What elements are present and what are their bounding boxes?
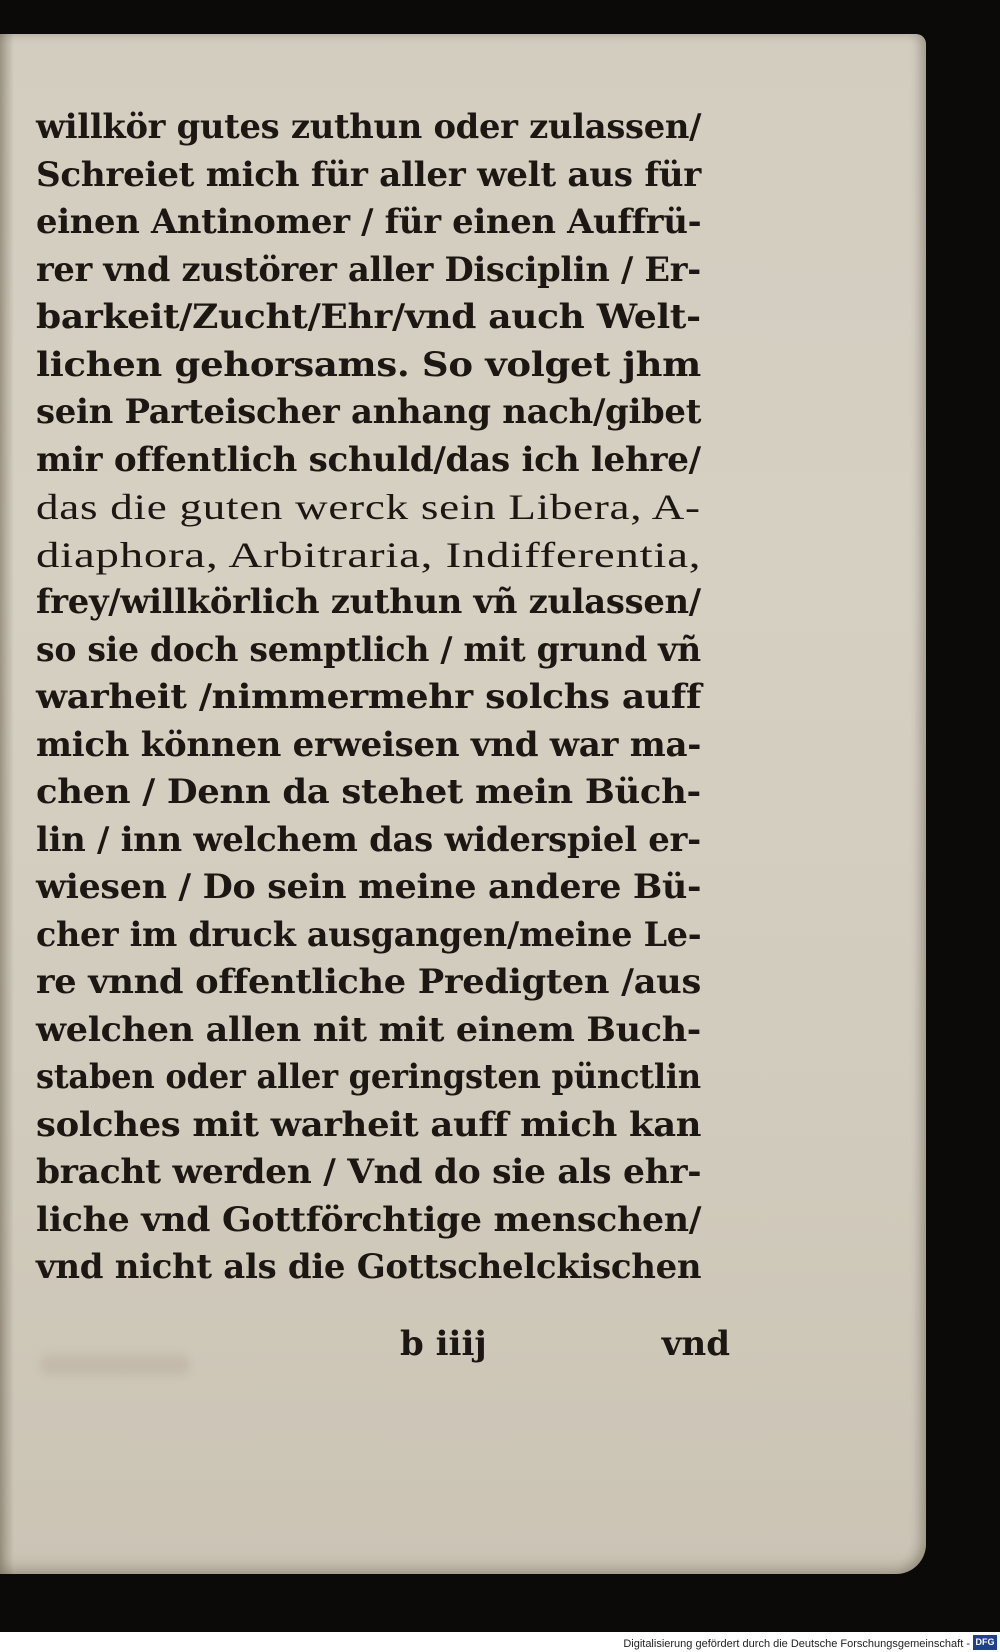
- text-line: welchen allen nit mit einem Buch-: [36, 1009, 702, 1050]
- book-page: [0, 34, 926, 1574]
- text-line: diaphora, Arbitraria, Indifferentia,: [36, 534, 702, 575]
- text-line: solches mit warheit auff mich kan: [36, 1104, 702, 1145]
- text-line: so sie doch semptlich / mit grund vñ: [36, 629, 701, 670]
- text-line: mir offentlich schuld/das ich lehre/: [36, 439, 701, 480]
- text-line: Schreiet mich für aller welt aus für: [36, 154, 701, 195]
- text-line: staben oder aller geringsten pünctlin: [36, 1057, 701, 1097]
- text-line: re vnnd offentliche Predigten /aus: [36, 962, 701, 1002]
- text-line: sein Parteischer anhang nach/gibet: [36, 392, 702, 432]
- text-line: liche vnd Gottförchtige menschen/: [36, 1199, 702, 1240]
- text-line: bracht werden / Vnd do sie als ehr-: [36, 1152, 702, 1192]
- text-line: vnd nicht als die Gottschelckischen: [36, 1247, 702, 1287]
- digitization-footer: [0, 1632, 1000, 1652]
- text-line: barkeit/Zucht/Ehr/vnd auch Welt-: [36, 297, 701, 337]
- text-line: willkör gutes zuthun oder zulassen/: [36, 107, 702, 147]
- text-line: lichen gehorsams. So volget jhm: [36, 344, 701, 385]
- text-line: das die guten werck sein Libera, A-: [36, 487, 701, 527]
- signature-mark: b iiij: [400, 1324, 487, 1364]
- page-text-block: [36, 104, 746, 1292]
- text-line: cher im druck ausgangen/meine Le-: [36, 914, 702, 955]
- text-line: wiesen / Do sein meine andere Bü-: [36, 867, 702, 907]
- text-line: lin / inn welchem das widerspiel er-: [36, 819, 701, 860]
- text-line: einen Antinomer / für einen Auffrü-: [36, 202, 702, 242]
- text-line: rer vnd zustörer aller Disciplin / Er-: [36, 249, 701, 290]
- page-catchline: [400, 1324, 730, 1372]
- text-line: frey/willkörlich zuthun vñ zulassen/: [36, 582, 701, 622]
- ink-bleed-through: [40, 1354, 190, 1376]
- footer-credit: Digitalisierung gefördert durch die Deutsche Forschungsgemeinschaft -: [623, 1638, 970, 1650]
- dfg-logo: DFG: [973, 1635, 997, 1650]
- text-line: warheit /nimmermehr solchs auff: [36, 677, 702, 717]
- text-line: chen / Denn da stehet mein Büch-: [36, 772, 701, 812]
- catchword: vnd: [661, 1324, 730, 1364]
- text-line: mich können erweisen vnd war ma-: [36, 724, 702, 765]
